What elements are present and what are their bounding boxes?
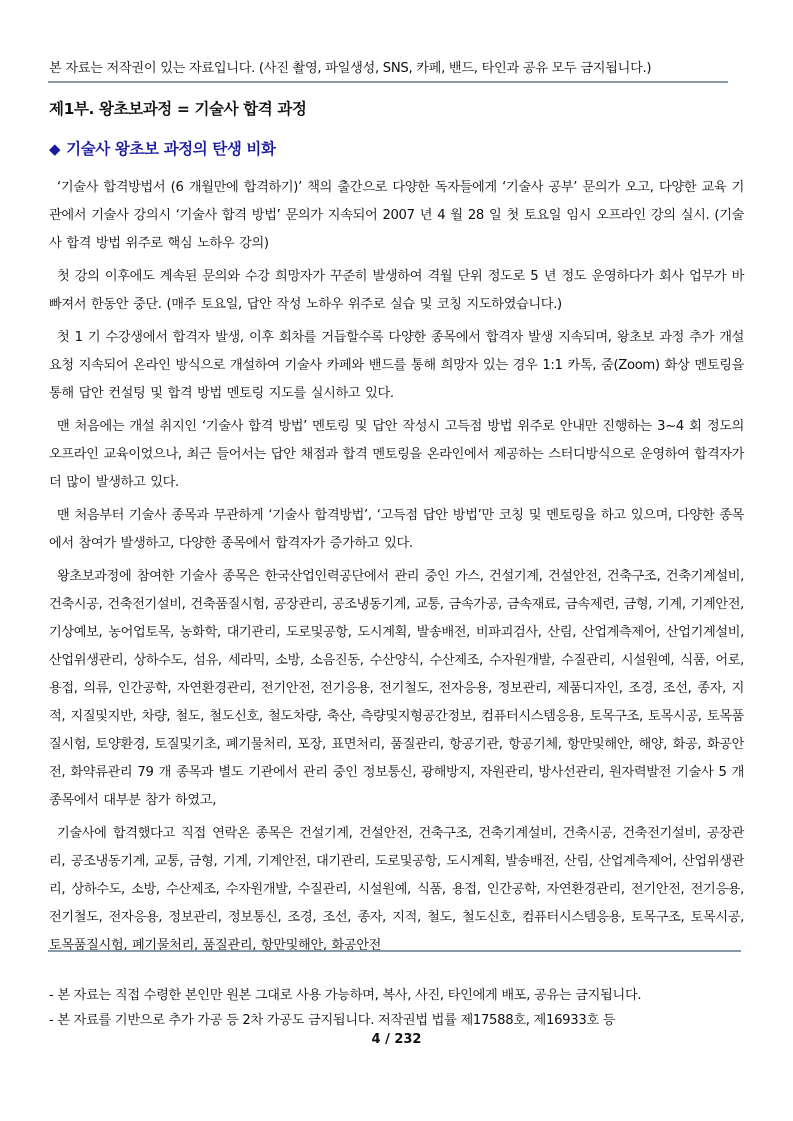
section-title bbox=[49, 137, 276, 159]
paragraph-7: 기술사에 합격했다고 직접 연락온 종목은 건설기계, 건설안전, 건축구조, 건축기계설비, 건축시공, 건축전기설비, 공장관리, 공조냉동기계, 교통, 금형, 기계, 기계안전, 대기관리, 도로및공항, 도시계획, 발송배전, 산림, 산업계측제어, 산업위생관리, 상하수도, 소방, 수산제조, 수자원개발, 수질관리, 시설원예, 식품, 용접, 인간공학, 자연환경관리, 전기안전, 전기응용, 전기철도, 전자응용, 정보관리, 정보통신, 조경, 조선, 종자, 지적, 철도, 철도신호, 컴퓨터시스템응용, 토목구조, 토목시공, 토목품질시험, 폐기물처리, 품질관리, 항만및해안, 화공안전 bbox=[49, 826, 744, 953]
paragraph-5: 맨 처음부터 기술사 종목과 무관하게 ‘기술사 합격방법’, ‘고득점 답안 방법’만 코칭 및 멘토링을 하고 있으며, 다양한 종목에서 참여가 발생하고, 다양한 종목에서 합격자가 증가하고 있다. bbox=[49, 508, 744, 551]
paragraph-3: 첫 1 기 수강생에서 합격자 발생, 이후 회차를 거듭할수록 다양한 종목에서 합격자 발생 지속되며, 왕초보 과정 추가 개설 요청 지속되어 온라인 방식으로 개설하여 기술사 카페와 밴드를 통해 희망자 있는 경우 1:1 카톡, 줌(Zoom) 화상 멘토링을 통해 답안 컨설팅 및 합격 방법 멘토링 지도를 실시하고 있다. bbox=[49, 330, 744, 401]
body-text bbox=[49, 174, 744, 965]
footer-divider bbox=[48, 950, 741, 952]
section-title-text: 기술사 왕초보 과정의 탄생 비화 bbox=[66, 140, 276, 158]
footer-notes bbox=[49, 983, 749, 1033]
header-divider bbox=[48, 81, 728, 83]
paragraph-4: 맨 처음에는 개설 취지인 ‘기술사 합격 방법’ 멘토링 및 답안 작성시 고득점 방법 위주로 안내만 진행하는 3~4 회 정도의 오프라인 교육이었으나, 최근 들어서는 답안 채점과 합격 멘토링을 온라인에서 제공하는 스터디방식으로 운영하여 합격자가 더 많이 발생하고 있다. bbox=[49, 419, 744, 490]
paragraph-6: 왕초보과정에 참여한 기술사 종목은 한국산업인력공단에서 관리 중인 가스, 건설기계, 건설안전, 건축구조, 건축기계설비, 건축시공, 건축전기설비, 건축품질시험, 공장관리, 공조냉동기계, 교통, 금속가공, 금속재료, 금속제련, 금형, 기계, 기계안전, 기상예보, 농어업토목, 농화학, 대기관리, 도로및공항, 도시계획, 발송배전, 비파괴검사, 산림, 산업계측제어, 산업기계설비, 산업위생관리, 상하수도, 섬유, 세라믹, 소방, 소음진동, 수산양식, 수산제조, 수자원개발, 수질관리, 시설원예, 식품, 어로, 용접, 의류, 인간공학, 자연환경관리, 전기안전, 전기응용, 전기철도, 전자응용, 정보관리, 제품디자인, 조경, 조선, 종자, 지적, 지질및지반, 차량, 철도, 철도신호, 철도차량, 축산, 측량및지형공간정보, 컴퓨터시스템응용, 토목구조, 토목시공, 토목품질시험, 토양환경, 토질및기초, 폐기물처리, 포장, 표면처리, 품질관리, 항공기관, 항공기체, 항만및해안, 해양, 화공, 화공안전, 화약류관리 79 개 종목과 별도 기관에서 관리 중인 정보통신, 광해방지, 자원관리, 방사선관리, 원자력발전 기술사 5 개 종목에서 대부분 참가 하였고, bbox=[49, 569, 744, 808]
footer-note-2: - 본 자료를 기반으로 추가 가공 등 2차 가공도 금지됩니다. 저작권법 법률 제17588호, 제16933호 등 bbox=[49, 1013, 616, 1028]
page-number: 4 / 232 bbox=[371, 1032, 422, 1047]
footer-note-1: - 본 자료는 직접 수령한 본인만 원본 그대로 사용 가능하며, 복사, 사진, 타인에게 배포, 공유는 금지됩니다. bbox=[49, 988, 642, 1003]
paragraph-2: 첫 강의 이후에도 계속된 문의와 수강 희망자가 꾸준히 발생하여 격월 단위 정도로 5 년 정도 운영하다가 회사 업무가 바빠져서 한동안 중단. (매주 토요일, 답안 작성 노하우 위주로 실습 및 코칭 지도하였습니다.) bbox=[49, 269, 744, 312]
diamond-bullet-icon: ◆ bbox=[49, 140, 61, 158]
paragraph-1: ‘기술사 합격방법서 (6 개월만에 합격하기)’ 책의 출간으로 다양한 독자들에게 ‘기술사 공부’ 문의가 오고, 다양한 교육 기관에서 기술사 강의시 ‘기술사 합격 방법’ 문의가 지속되어 2007 년 4 월 28 일 첫 토요일 임시 오프라인 강의 실시. (기술사 합격 방법 위주로 핵심 노하우 강의) bbox=[49, 180, 744, 251]
copyright-notice-header: 본 자료는 저작권이 있는 자료입니다. (사진 촬영, 파일생성, SNS, 카페, 밴드, 타인과 공유 모두 금지됩니다.) bbox=[49, 61, 652, 76]
part-title: 제1부. 왕초보과정 = 기술사 합격 과정 bbox=[49, 100, 307, 118]
